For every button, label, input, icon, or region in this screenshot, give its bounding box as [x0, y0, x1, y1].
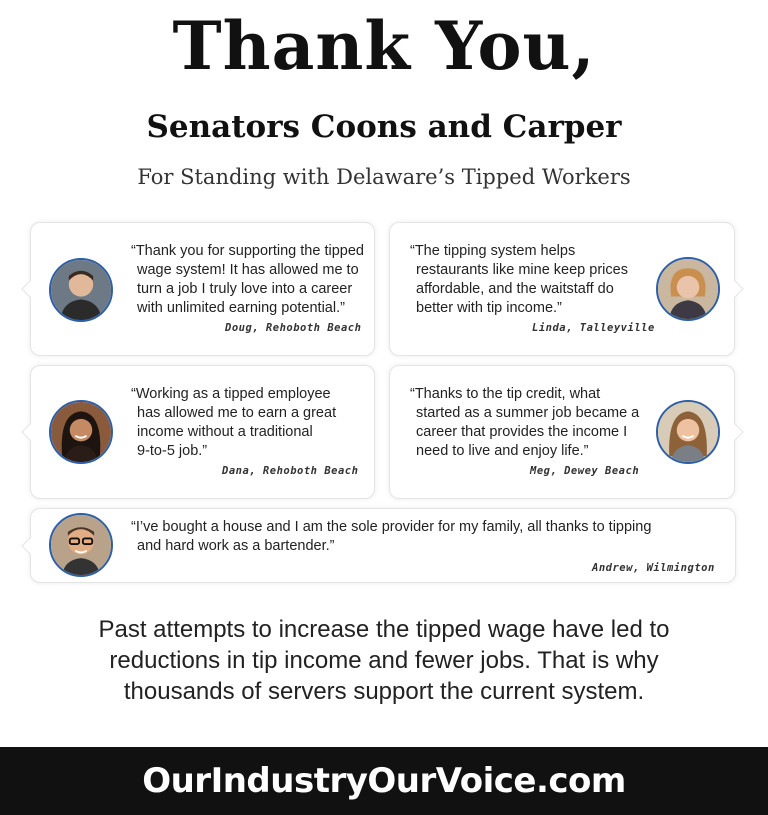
website-link[interactable]: OurIndustryOurVoice.com — [142, 761, 626, 801]
woman-portrait-icon — [656, 257, 720, 321]
page-title: Thank You, — [172, 7, 596, 85]
footer-banner — [0, 747, 768, 815]
page-tagline: For Standing with Delaware’s Tipped Workers — [137, 165, 631, 189]
man-portrait-icon — [49, 258, 113, 322]
testimonial-author: Linda, Talleyville — [532, 322, 655, 334]
policy-statement: Past attempts to increase the tipped wage have led to reductions in tip income and fewer jobs. That is why thousands of servers support the current system. — [98, 616, 670, 705]
testimonial-quote: “I’ve bought a house and I am the sole provider for my family, all thanks to tipping and hard work as a bartender.” — [131, 519, 652, 554]
man-portrait-icon — [49, 513, 113, 577]
testimonial-author: Doug, Rehoboth Beach — [225, 322, 362, 334]
testimonial-quote: “The tipping system helps restaurants like mine keep prices affordable, and the waitstaff do better with tip income.” — [410, 243, 628, 316]
testimonial-quote: “Thank you for supporting the tipped wage system! It has allowed me to turn a job I truly love into a career with unlimited earning potential.” — [131, 243, 364, 316]
testimonial-author: Andrew, Wilmington — [592, 562, 715, 574]
testimonial-quote: “Working as a tipped employee has allowed me to earn a great income without a traditional 9-to-5 job.” — [131, 386, 337, 459]
testimonial-author: Dana, Rehoboth Beach — [222, 465, 359, 477]
woman-portrait-icon — [656, 400, 720, 464]
page-subtitle: Senators Coons and Carper — [146, 109, 622, 145]
woman-portrait-icon — [49, 400, 113, 464]
testimonial-quote: “Thanks to the tip credit, what started as a summer job became a career that provides the income I need to live and enjoy life.” — [410, 386, 640, 459]
testimonial-author: Meg, Dewey Beach — [530, 465, 640, 477]
